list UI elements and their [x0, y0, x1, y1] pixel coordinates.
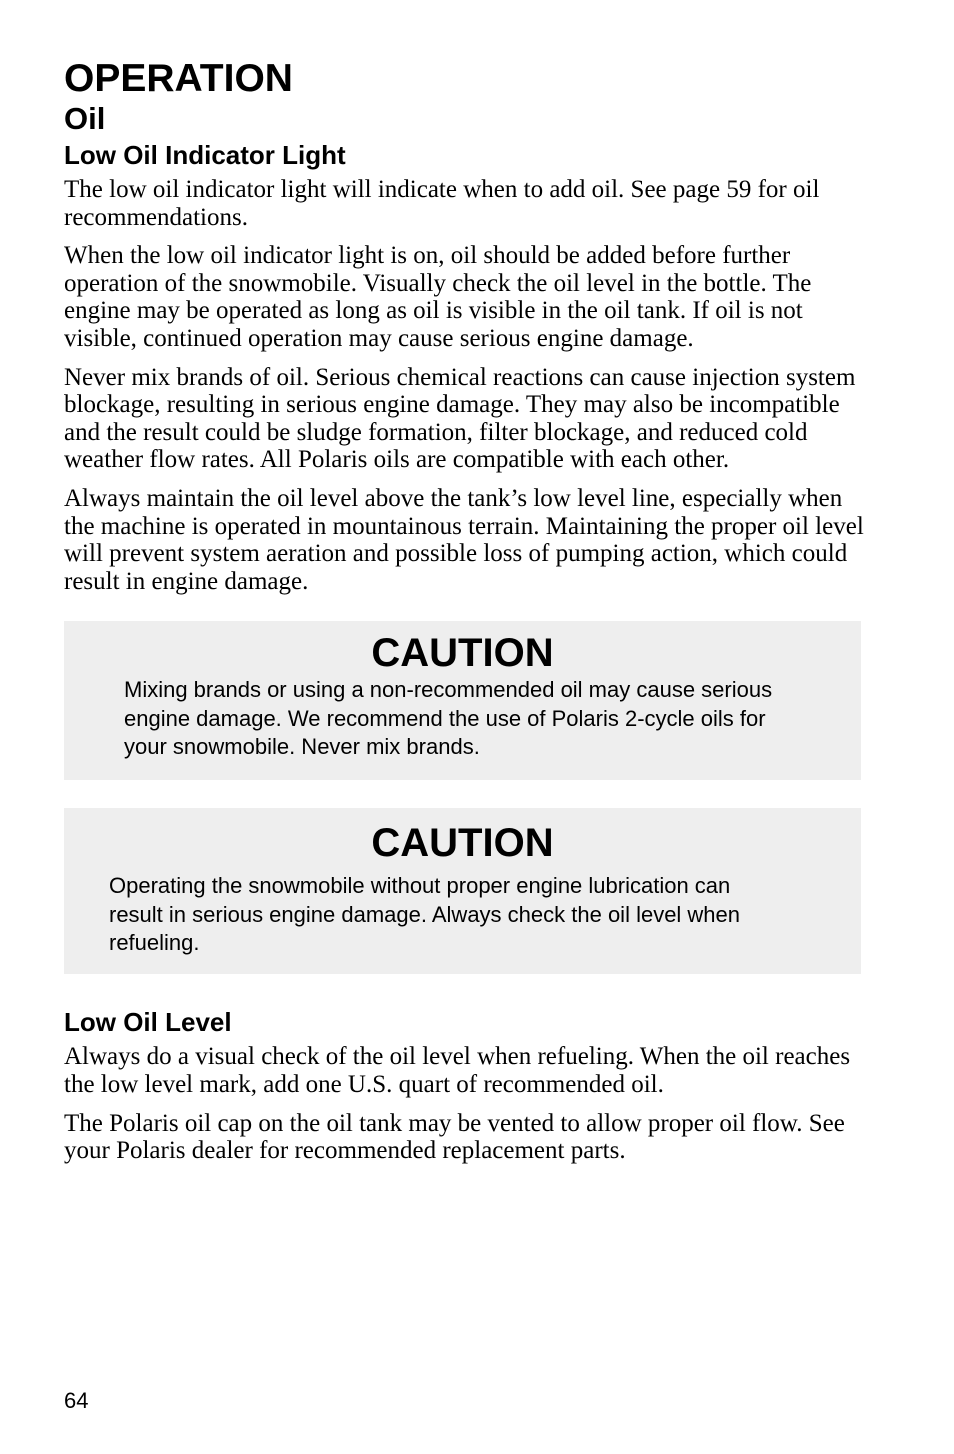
section-title: OPERATION — [64, 57, 293, 100]
caution-text: Operating the snowmobile without proper engine lubrication can result in serious engine damage. Always check the oil level when refueling. — [109, 873, 741, 956]
caution-text: Mixing brands or using a non-recommended oil may cause serious engine damage. We recommend the use of Polaris 2-cycle oils for your snowmobile. Never mix brands. — [124, 677, 773, 760]
indicator-paragraph-1: The low oil indicator light will indicate when to add oil. See page 59 for oil recommendations. — [64, 176, 820, 231]
indicator-paragraph-4: Always maintain the oil level above the tank’s low level line, especially when the machine is operated in mountainous terrain. Maintaining the proper oil level will prevent system aeration and possible loss of pumping action, which could result in engine damage. — [64, 484, 864, 595]
indicator-paragraph-3: Never mix brands of oil. Serious chemical reactions can cause injection system blockage, resulting in serious engine damage. They may also be incompatible and the result could be sludge formation, filter blockage, and reduced cold weather flow rates. All Polaris oils are compatible with each other. — [64, 363, 856, 474]
caution-title: CAUTION — [371, 821, 554, 866]
manual-page — [64, 56, 864, 1176]
low-oil-level-heading: Low Oil Level — [64, 1007, 232, 1038]
page-number: 64 — [64, 1388, 89, 1413]
topic-title: Oil — [64, 101, 106, 136]
caution-box-lubrication — [64, 808, 861, 974]
level-paragraph-1: Always do a visual check of the oil level when refueling. When the oil reaches the low level mark, add one U.S. quart of recommended oil. — [64, 1043, 851, 1098]
level-paragraph-2: The Polaris oil cap on the oil tank may be vented to allow proper oil flow. See your Polaris dealer for recommended replacement parts. — [64, 1109, 845, 1165]
indicator-paragraph-2: When the low oil indicator light is on, oil should be added before further operation of the snowmobile. Visually check the oil level in the bottle. The engine may be operated as long as oil is visible in the oil tank. If oil is not visible, continued operation may cause serious engine damage. — [64, 242, 812, 352]
caution-box-mixing-brands — [64, 621, 861, 780]
low-oil-indicator-heading: Low Oil Indicator Light — [64, 140, 346, 170]
caution-title: CAUTION — [371, 631, 554, 676]
